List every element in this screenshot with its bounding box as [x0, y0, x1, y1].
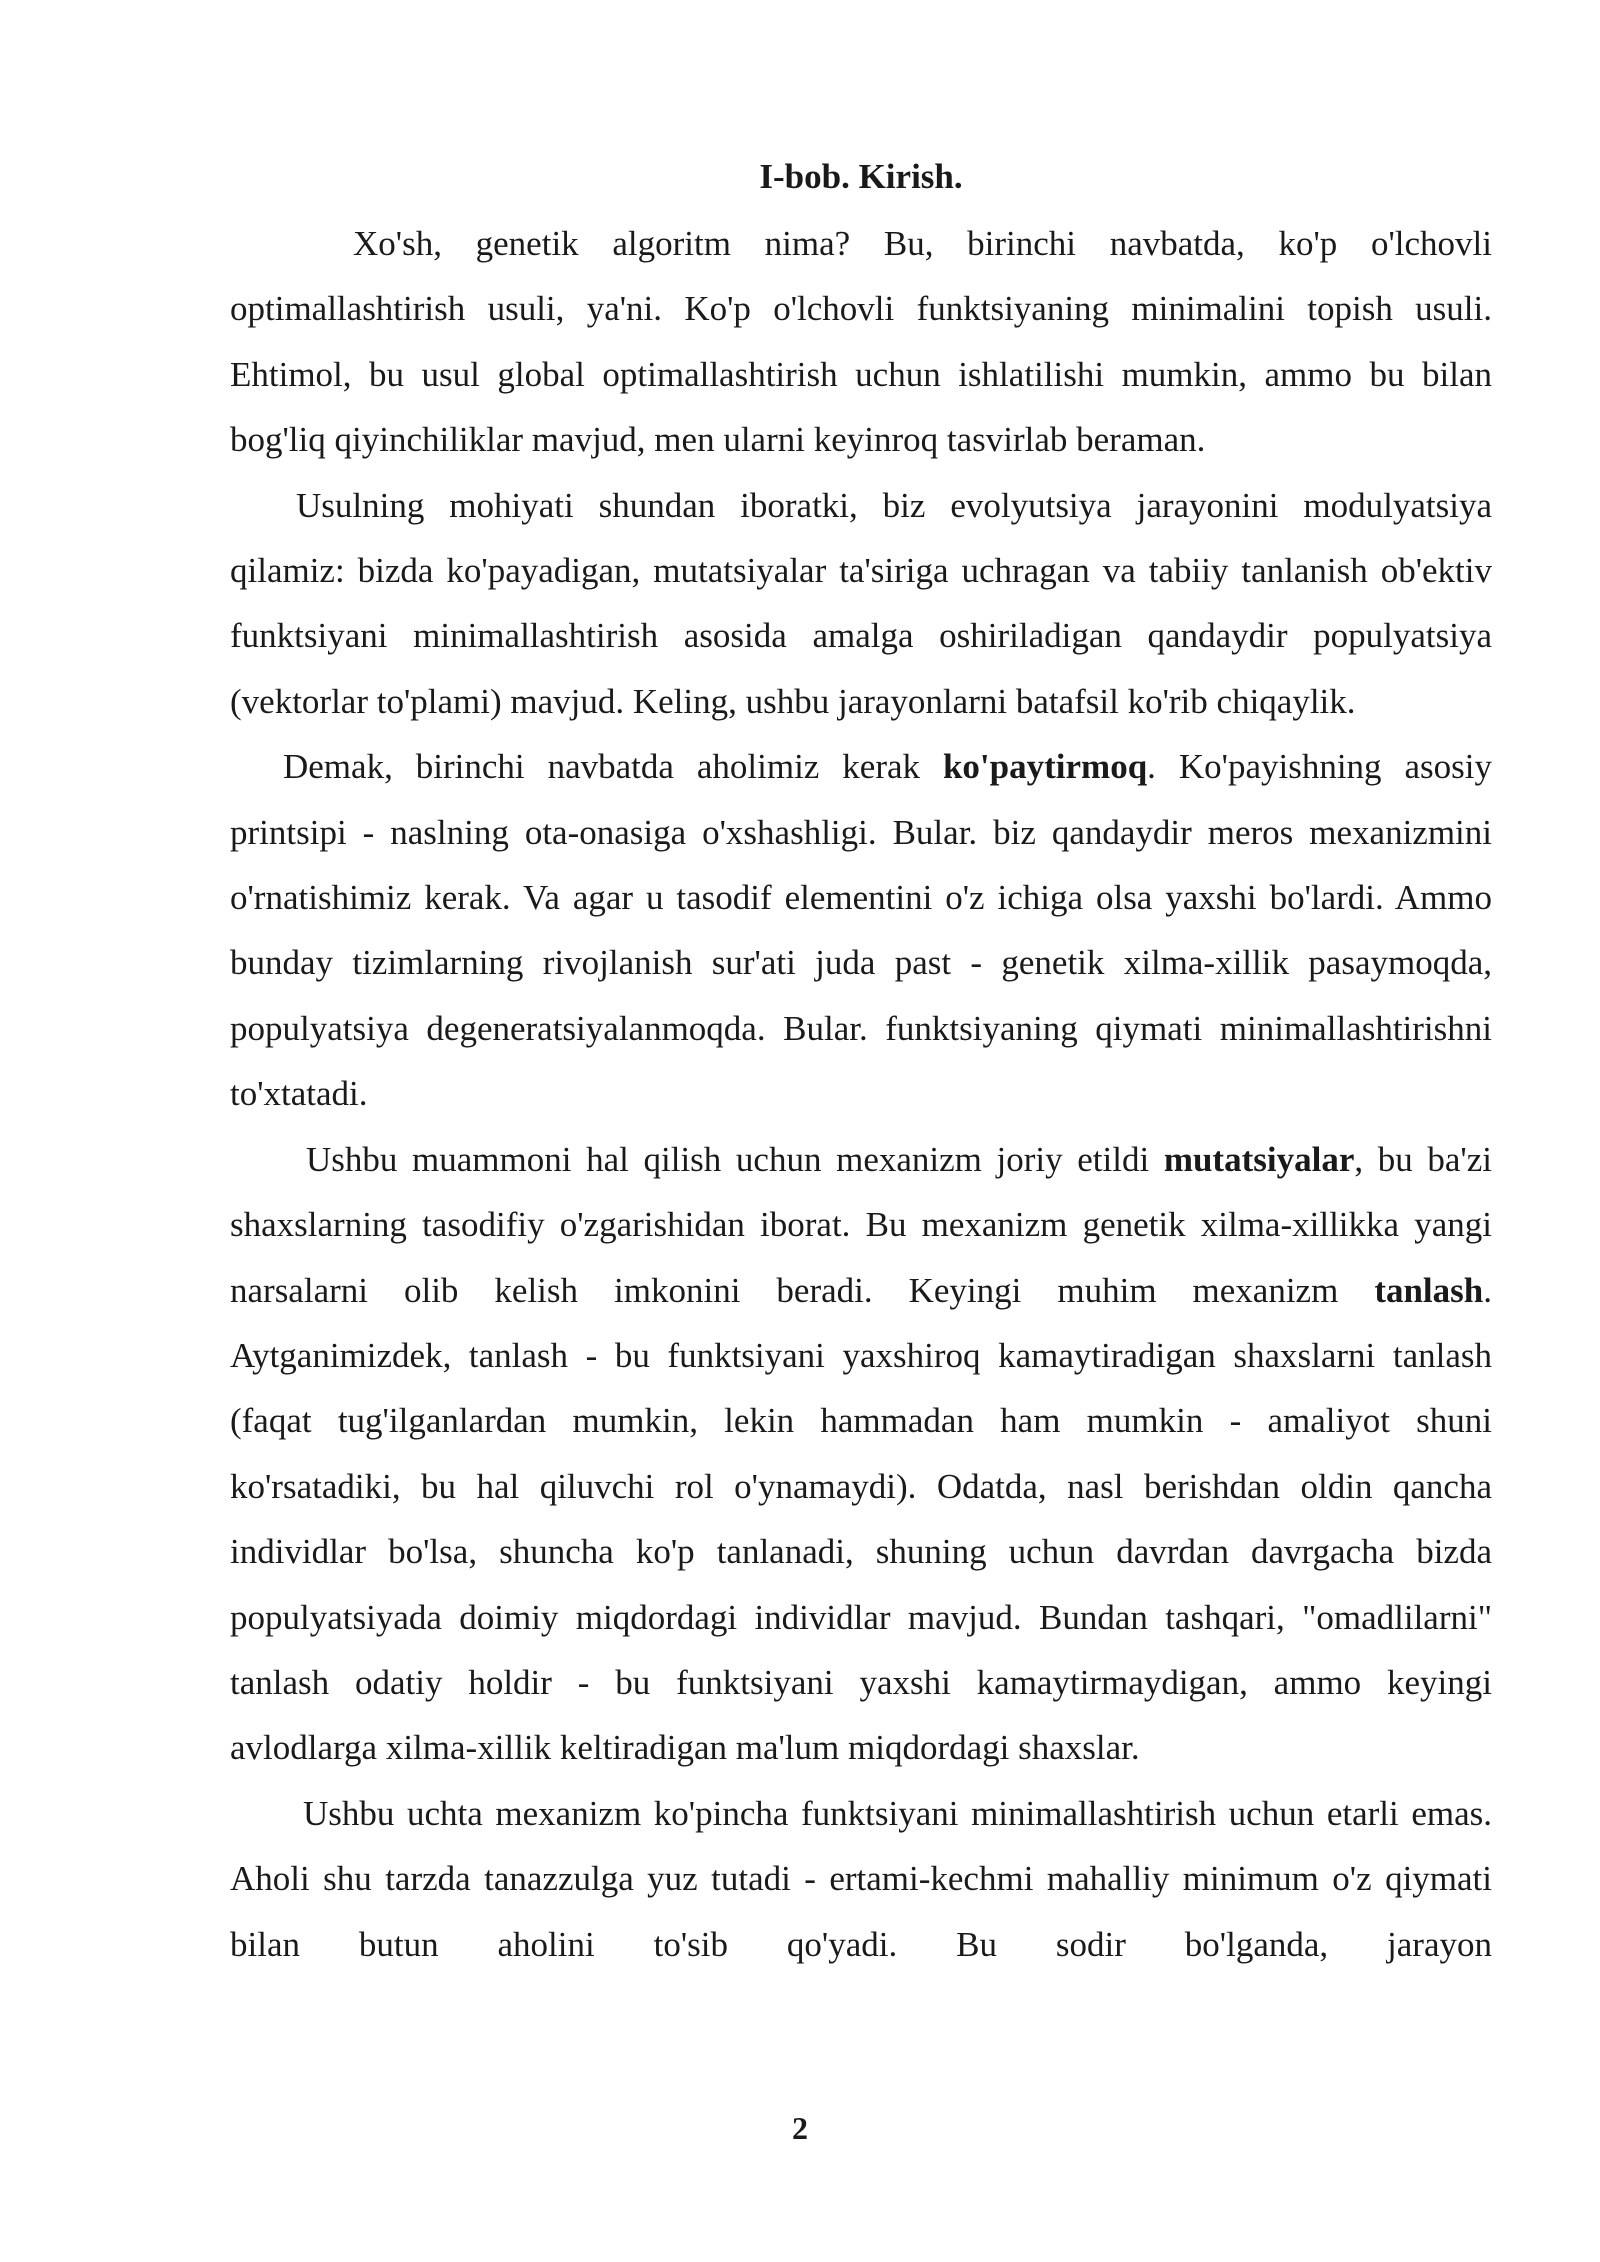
bold-term-mutatsiyalar: mutatsiyalar [1163, 1139, 1355, 1179]
page-number: 2 [792, 2110, 808, 2146]
bold-term-kopaytirmoq: ko'paytirmoq [942, 747, 1148, 787]
paragraph-1-text: Xo'sh, genetik algoritm nima? Bu, birinchi navbatda, ko'p o'lchovli optimallashtirish usuli, ya'ni. Ko'p o'lchovli funktsiyaning minimalini topish usuli. Ehtimol, bu usul global optimallashtirish uchun ishlatilishi mumkin, ammo bu bilan bog'liq qiyinchiliklar mavjud, men ularni keyinroq tasvirlab beraman. [230, 224, 1492, 460]
paragraph-2 [230, 473, 1492, 735]
paragraph-3-text-end: . Ko'payishning asosiy printsipi - naslning ota-onasiga o'xshashligi. Bular. biz qandaydir meros mexanizmini o'rnatishimiz kerak. Va agar u tasodif elementini o'z ichiga olsa yaxshi bo'lardi. Ammo bunday tizimlarning rivojlanish sur'ati juda past - genetik xilma-xillik pasaymoqda, populyatsiya degeneratsiyalanmoqda. Bular. funktsiyaning qiymati minimallashtirishni to'xtatadi. [230, 747, 1493, 1114]
paragraph-3-text-start: Demak, birinchi navbatda aholimiz kerak [283, 747, 943, 787]
paragraph-4-text-middle: , bu ba'zi shaxslarning tasodifiy o'zgarishidan iborat. Bu mexanizm genetik xilma-xillikka yangi narsalarni olib kelish imkonini beradi. Keyingi muhim mexanizm [230, 1139, 1492, 1310]
paragraph-4 [230, 1127, 1492, 1781]
paragraph-5 [230, 1781, 1492, 1977]
paragraph-2-text: Usulning mohiyati shundan iboratki, biz evolyutsiya jarayonini modulyatsiya qilamiz: bizda ko'payadigan, mutatsiyalar ta'siriga uchragan va tabiiy tanlanish ob'ektiv funktsiyani minimallashtirish asosida amalga oshiriladigan qandaydir populyatsiya (vektorlar to'plami) mavjud. Keling, ushbu jarayonlarni batafsil ko'rib chiqaylik. [230, 485, 1492, 721]
chapter-title: I-bob. Kirish. [759, 157, 963, 196]
paragraph-1 [230, 211, 1492, 473]
paragraph-3 [230, 734, 1492, 1126]
bold-term-tanlash: tanlash [1374, 1270, 1484, 1310]
document-page [230, 148, 1492, 1977]
paragraph-5-text: Ushbu uchta mexanizm ko'pincha funktsiyani minimallashtirish uchun etarli emas. Aholi shu tarzda tanazzulga yuz tutadi - ertami-kechmi mahalliy minimum o'z qiymati bilan butun aholini to'sib qo'yadi. Bu sodir bo'lganda, jarayon [230, 1793, 1492, 1964]
paragraph-4-text-end: . Aytganimizdek, tanlash - bu funktsiyani yaxshiroq kamaytiradigan shaxslarni tanlash (faqat tug'ilganlardan mumkin, lekin hammadan ham mumkin - amaliyot shuni ko'rsatadiki, bu hal qiluvchi rol o'ynamaydi). Odatda, nasl berishdan oldin qancha individlar bo'lsa, shuncha ko'p tanlanadi, shuning uchun davrdan davrgacha bizda populyatsiyada doimiy miqdordagi individlar mavjud. Bundan tashqari, "omadlilarni" tanlash odatiy holdir - bu funktsiyani yaxshi kamaytirmaydigan, ammo keyingi avlodlarga xilma-xillik keltiradigan ma'lum miqdordagi shaxslar. [230, 1270, 1492, 1768]
paragraph-4-text-start: Ushbu muammoni hal qilish uchun mexanizm joriy etildi [306, 1139, 1164, 1179]
